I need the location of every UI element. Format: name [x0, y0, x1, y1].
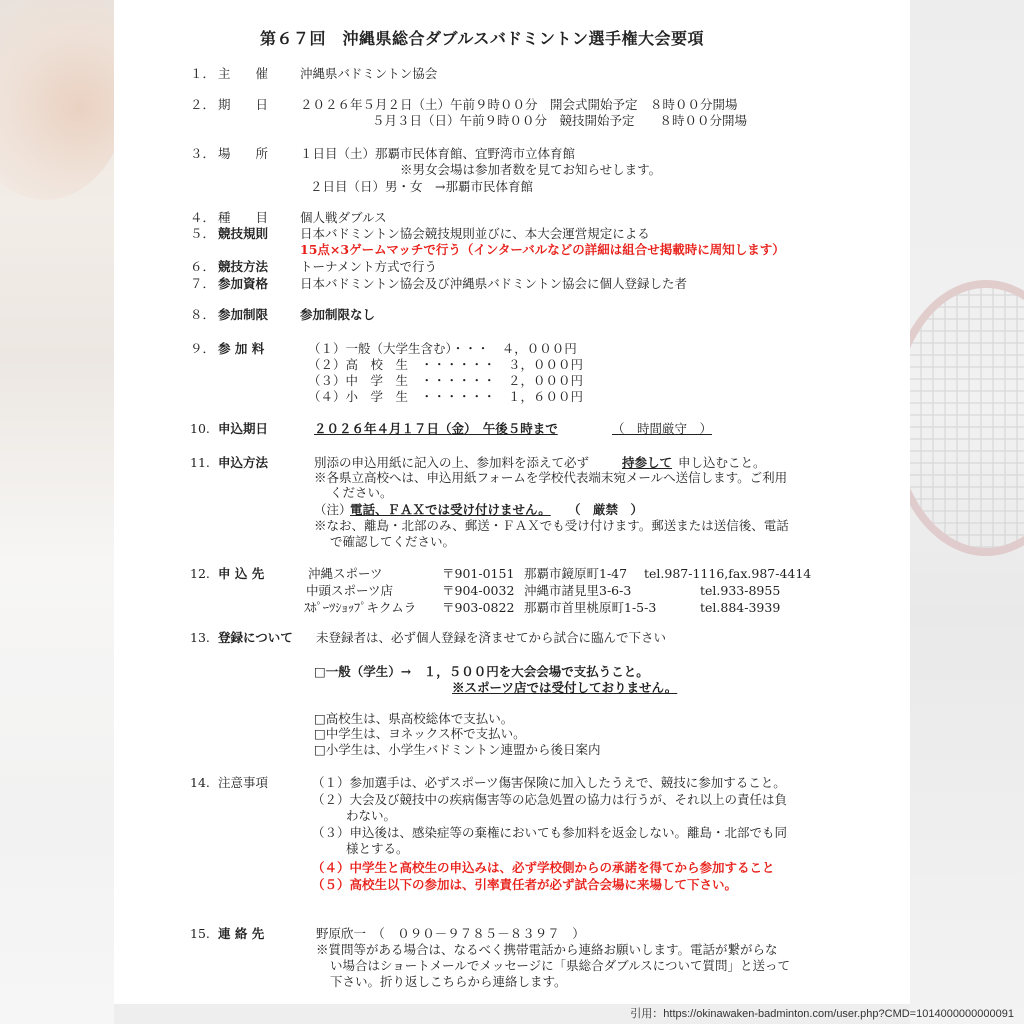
notice-item: （１）参加選手は、必ずスポーツ傷害保険に加入したうえで、競技に参加すること。 [312, 775, 786, 790]
section-label: 参加制限 [218, 307, 269, 322]
section-number: 11. [190, 455, 210, 470]
notice-item-highlight: （５）高校生以下の参加は、引率責任者が必ず試合会場に来場して下さい。 [312, 877, 738, 892]
deadline-value: ２０２６年４月１７日（金） 午後５時まで [314, 421, 558, 436]
section-label: 主 催 [218, 66, 269, 81]
section-label: 注意事項 [218, 775, 269, 790]
shop-address: 那覇市首里桃原町1-5-3 [524, 600, 657, 615]
section-label: 参加資格 [218, 276, 269, 291]
contact-note: い場合はショートメールでメッセージに「県総合ダブルスについて質問」と送って [330, 958, 791, 973]
section-label: 参 加 料 [218, 341, 265, 356]
section-value: ２日目（日）男・女 →那覇市民体育館 [310, 179, 533, 194]
section-value: 未登録者は、必ず個人登録を済ませてから試合に臨んで下さい [316, 630, 667, 645]
section-value: ２０２６年５月２日（土）午前９時００分 開会式開始予定 ８時００分開場 [300, 97, 738, 112]
fee-row: （４）小 学 生 ・・・・・・ １，６００円 [308, 389, 584, 404]
section-value: 参加制限なし [300, 307, 376, 322]
section-value: 日本バドミントン協会及び沖縄県バドミントン協会に個人登録した者 [300, 276, 688, 291]
notice-item: （３）申込後は、感染症等の棄権においても参加料を返金しない。離島・北部でも同 [312, 825, 788, 840]
section-value: 沖縄県バドミントン協会 [300, 66, 438, 81]
section-number: ９． [190, 341, 216, 356]
section-number: 14. [190, 775, 210, 790]
section-value: ※各県立高校へは、申込用紙フォームを学校代表端末宛メールへ送信します。ご利用 [314, 470, 788, 485]
contact-name-phone: 野原欣一 （ ０９０－９７８５－８３９７ ） [316, 926, 585, 941]
contact-note: 下さい。折り返しこちらから連絡します。 [330, 974, 567, 989]
section-number: 10. [190, 421, 210, 436]
section-value-highlight: 15点×3ゲームマッチで行う（インターバルなどの詳細は組合せ掲載時に周知します） [300, 242, 785, 257]
shop-tel: tel.884-3939 [700, 600, 781, 615]
registration-item: □小学生は、小学生バドミントン連盟から後日案内 [314, 742, 601, 757]
section-number: ８． [190, 307, 216, 322]
shop-address: 沖縄市諸見里3-6-3 [524, 583, 632, 598]
section-value: ※なお、離島・北部のみ、郵送・ＦＡＸでも受け付けます。郵送または送信後、電話 [314, 518, 789, 533]
section-label: 期 日 [218, 97, 269, 112]
section-number: ７． [190, 276, 216, 291]
section-label: 申込方法 [218, 455, 269, 470]
shop-address: 那覇市鏡原町1-47 [524, 566, 628, 581]
background-right [910, 0, 1024, 1024]
section-label: 場 所 [218, 146, 269, 161]
notice-item: わない。 [346, 808, 397, 823]
notice-item: （２）大会及び競技中の疾病傷害等の応急処置の協力は行うが、それ以上の責任は負 [312, 792, 788, 807]
registration-note: ※スポーツ店では受付しておりません。 [452, 680, 678, 695]
shop-zip: 〒904-0032 [442, 583, 515, 598]
section-number: ３． [190, 146, 216, 161]
shop-name: 中頭スポーツ店 [306, 583, 394, 598]
section-value: 別添の申込用紙に記入の上、参加料を添えて必ず [314, 455, 590, 470]
section-value: ５月３日（日）午前９時００分 競技開始予定 ８時００分開場 [372, 113, 748, 128]
section-label: 連 絡 先 [218, 926, 265, 941]
section-value: １日目（土）那覇市民体育館、宜野湾市立体育館 [300, 146, 576, 161]
section-number: ６． [190, 259, 216, 274]
section-number: 12. [190, 566, 210, 581]
shop-zip: 〒903-0822 [442, 600, 515, 615]
section-value-emphasis: 持参して [622, 455, 673, 470]
section-number: 15. [190, 926, 210, 941]
source-credit: 引用：https://okinawaken-badminton.com/user.php?CMD=1014000000000091 [630, 1008, 1014, 1020]
shop-tel: tel.933-8955 [700, 583, 781, 598]
section-value: （注） [314, 502, 352, 517]
section-label: 登録について [218, 630, 293, 645]
section-value: ※男女会場は参加者数を見てお知らせします。 [400, 162, 662, 177]
section-value: 日本バドミントン協会競技規則並びに、本大会運営規定による [300, 226, 650, 241]
notice-item-highlight: （４）中学生と高校生の申込みは、必ず学校側からの承諾を得てから参加すること [312, 860, 775, 875]
fee-row: （２）高 校 生 ・・・・・・ ３，０００円 [308, 357, 584, 372]
section-value: トーナメント方式で行う [300, 259, 438, 274]
registration-fee: □一般（学生）→ １，５００円を大会会場で支払うこと。 [314, 664, 649, 679]
fee-row: （１）一般（大学生含む）・・・ ４，０００円 [308, 341, 577, 356]
shop-zip: 〒901-0151 [442, 566, 515, 581]
registration-item: □高校生は、県高校総体で支払い。 [314, 711, 514, 726]
section-label: 競技規則 [218, 226, 269, 241]
section-label: 申込期日 [218, 421, 269, 436]
section-number: 13. [190, 630, 210, 645]
section-number: ２． [190, 97, 216, 112]
section-label: 種 目 [218, 210, 269, 225]
section-value: 申し込むこと。 [678, 455, 766, 470]
section-value: ください。 [330, 485, 393, 500]
notice-item: 様とする。 [346, 841, 409, 856]
shop-name: ｽﾎﾟｰﾂｼｮｯﾌﾟキクムラ [304, 600, 417, 615]
section-label: 競技方法 [218, 259, 269, 274]
contact-note: ※質問等がある場合は、なるべく携帯電話から連絡お願いします。電話が繋がらな [316, 942, 778, 957]
shop-name: 沖縄スポーツ [308, 566, 383, 581]
section-label: 申 込 先 [218, 566, 265, 581]
background-hand [0, 0, 130, 200]
section-value: 個人戦ダブルス [300, 210, 387, 225]
section-value-emphasis: 電話、ＦＡＸでは受け付けません。 [350, 502, 551, 517]
section-value: で確認してください。 [330, 534, 456, 549]
section-number: ４． [190, 210, 216, 225]
shop-tel: tel.987-1116,fax.987-4414 [644, 566, 812, 581]
section-value-emphasis: （ 厳禁 ） [568, 502, 644, 517]
section-number: ５． [190, 226, 216, 241]
fee-row: （３）中 学 生 ・・・・・・ ２，０００円 [308, 373, 584, 388]
section-number: １． [190, 66, 216, 81]
background-left [0, 0, 114, 1024]
registration-item: □中学生は、ヨネックス杯で支払い。 [314, 726, 526, 741]
deadline-note: （ 時間厳守 ） [612, 421, 713, 436]
document-title: 第６７回 沖縄県総合ダブルスバドミントン選手権大会要項 [260, 29, 705, 48]
